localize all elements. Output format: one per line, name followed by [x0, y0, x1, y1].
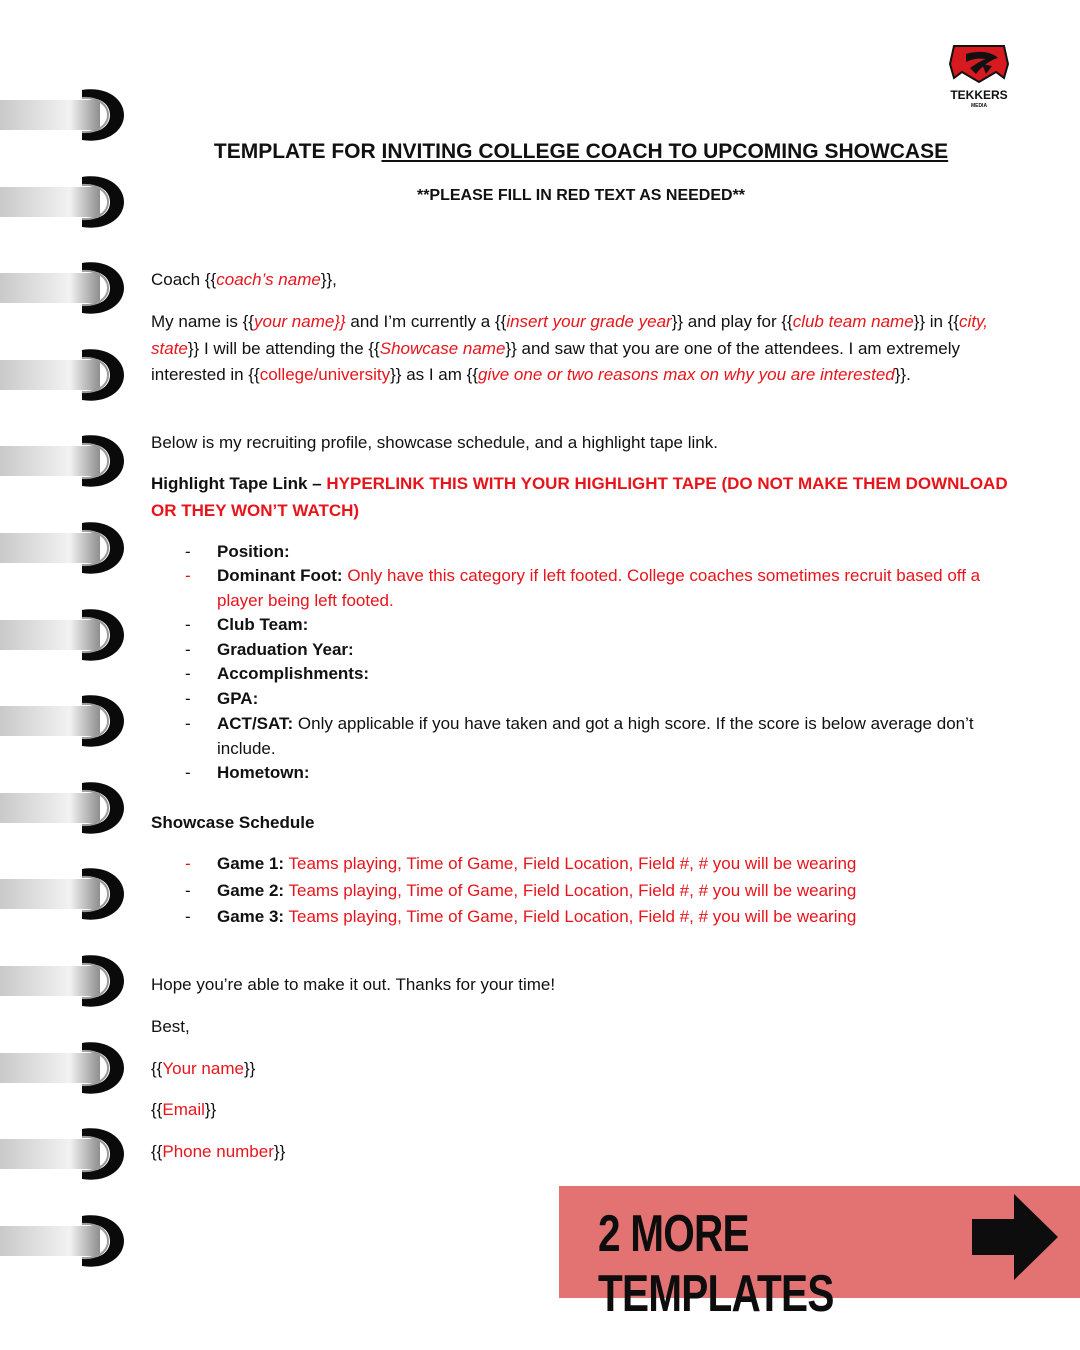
- profile-intro-line: Below is my recruiting profile, showcase schedule, and a highlight tape link.: [151, 433, 718, 452]
- spiral-ring-icon: [0, 430, 130, 492]
- intro-paragraph: My name is {{your name}} and I’m currently a {{insert your grade year}} and play for {{club team name}} in {{city, state}} I will be attending the {{Showcase name}} and saw that you are one of the attendees. I am extremely interested in {{college/university}} as I am {{give one or two reasons max on why you are interested}}.: [151, 312, 989, 384]
- page-subtitle: **PLEASE FILL IN RED TEXT AS NEEDED**: [416, 187, 746, 204]
- spiral-ring-icon: [0, 604, 130, 666]
- spiral-ring-icon: [0, 1210, 130, 1272]
- spiral-ring-icon: [0, 257, 130, 319]
- spiral-ring-icon: [0, 690, 130, 752]
- spiral-ring-icon: [0, 344, 130, 406]
- greeting-line: Coach {{coach’s name}},: [151, 270, 337, 289]
- spiral-ring-icon: [0, 777, 130, 839]
- right-arrow-icon[interactable]: [972, 1194, 1058, 1280]
- schedule-heading: Showcase Schedule: [151, 813, 315, 832]
- signoff: Best,: [151, 1017, 190, 1036]
- logo-wordmark: TEKKERS: [950, 88, 1008, 102]
- more-templates-label[interactable]: 2 MORE TEMPLATES: [598, 1205, 834, 1323]
- spiral-ring-icon: [0, 1037, 130, 1099]
- spiral-ring-icon: [0, 517, 130, 579]
- spiral-ring-icon: [0, 1123, 130, 1185]
- spiral-ring-icon: [0, 84, 130, 146]
- logo-subtext: MEDIA: [970, 103, 988, 109]
- signature-email: {{Email}}: [151, 1100, 217, 1119]
- spiral-ring-icon: [0, 171, 130, 233]
- closing-line: Hope you’re able to make it out. Thanks for your time!: [151, 975, 556, 994]
- highlight-tape-line: Highlight Tape Link – HYPERLINK THIS WITH YOUR HIGHLIGHT TAPE (DO NOT MAKE THEM DOWNLOAD OR THEY WON’T WATCH): [151, 474, 1008, 520]
- spiral-ring-icon: [0, 863, 130, 925]
- signature-phone: {{Phone number}}: [151, 1142, 286, 1161]
- spiral-ring-icon: [0, 950, 130, 1012]
- signature-name: {{Your name}}: [151, 1059, 256, 1078]
- page-title: TEMPLATE FOR INVITING COLLEGE COACH TO UPCOMING SHOWCASE: [213, 140, 949, 163]
